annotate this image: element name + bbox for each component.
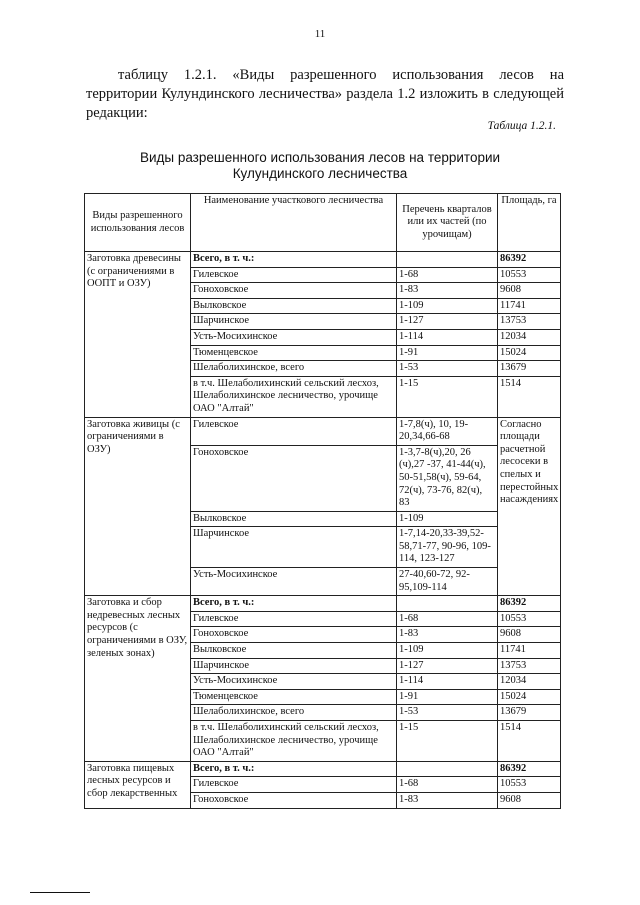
quarters-cell (397, 596, 498, 612)
forestry-name-cell: Шарчинское (191, 658, 397, 674)
group-food-resources (85, 761, 561, 808)
forestry-name-cell: Гилевское (191, 611, 397, 627)
forestry-name-cell: Тюменцевское (191, 689, 397, 705)
group-resin (85, 417, 561, 596)
quarters-cell: 1-127 (397, 314, 498, 330)
quarters-cell: 1-83 (397, 283, 498, 299)
area-cell: 86392 (498, 596, 561, 612)
area-cell: 86392 (498, 761, 561, 777)
forestry-name-cell: Всего, в т. ч.: (191, 252, 397, 268)
forestry-name-cell: Всего, в т. ч.: (191, 596, 397, 612)
forestry-name-cell: Гоноховское (191, 283, 397, 299)
header-quarters: Перечень кварталов или их частей (по урочищам) (397, 194, 498, 252)
area-cell: 13753 (498, 314, 561, 330)
area-cell: 9608 (498, 627, 561, 643)
table-title-line-1: Виды разрешенного использования лесов на территории (139, 150, 501, 165)
quarters-cell: 1-53 (397, 361, 498, 377)
quarters-cell (397, 761, 498, 777)
quarters-cell: 1-127 (397, 658, 498, 674)
area-cell: 15024 (498, 689, 561, 705)
forestry-name-cell: в т.ч. Шелаболихинский сельский лесхоз, Шелаболихинское лесничество, урочище ОАО "Алтай" (191, 376, 397, 417)
quarters-cell (397, 252, 498, 268)
forestry-name-cell: Шелаболихинское, всего (191, 705, 397, 721)
area-cell: 13679 (498, 705, 561, 721)
forestry-name-cell: Усть-Мосихинское (191, 329, 397, 345)
use-type-cell: Заготовка пищевых лесных ресурсов и сбор лекарственных (85, 761, 191, 808)
forestry-name-cell: Усть-Мосихинское (191, 568, 397, 596)
area-cell: 86392 (498, 252, 561, 268)
quarters-cell: 1-109 (397, 298, 498, 314)
page-number: 11 (314, 28, 326, 40)
table-caption: Таблица 1.2.1. (487, 120, 556, 132)
area-cell: 11741 (498, 643, 561, 659)
intro-paragraph: таблицу 1.2.1. «Виды разрешенного использования лесов на территории Кулундинского лесничества» раздела 1.2 изложить в следующей редакции: (86, 67, 564, 121)
area-cell: 12034 (498, 674, 561, 690)
forestry-name-cell: Вылковское (191, 511, 397, 527)
quarters-cell: 1-83 (397, 627, 498, 643)
group-timber (85, 252, 561, 418)
quarters-cell: 1-7,14-20,33-39,52-58,71-77, 90-96, 109-114, 123-127 (397, 527, 498, 568)
area-cell: 10553 (498, 267, 561, 283)
header-area: Площадь, га (498, 194, 561, 252)
forestry-name-cell: Шарчинское (191, 314, 397, 330)
forestry-name-cell: Вылковское (191, 643, 397, 659)
forestry-name-cell: Усть-Мосихинское (191, 674, 397, 690)
table-row (85, 417, 561, 445)
quarters-cell: 27-40,60-72, 92-95,109-114 (397, 568, 498, 596)
table-title-line-2: Кулундинского лесничества (232, 166, 408, 181)
area-cell: 1514 (498, 721, 561, 762)
quarters-cell: 1-114 (397, 674, 498, 690)
area-cell: 10553 (498, 611, 561, 627)
forestry-name-cell: Гилевское (191, 777, 397, 793)
quarters-cell: 1-109 (397, 643, 498, 659)
area-cell: 13679 (498, 361, 561, 377)
forestry-name-cell: Гоноховское (191, 445, 397, 511)
forestry-name-cell: Вылковское (191, 298, 397, 314)
quarters-cell: 1-15 (397, 721, 498, 762)
quarters-cell: 1-114 (397, 329, 498, 345)
forestry-name-cell: Шарчинское (191, 527, 397, 568)
quarters-cell: 1-68 (397, 611, 498, 627)
forestry-name-cell: Гилевское (191, 417, 397, 445)
group-non-timber (85, 596, 561, 762)
forestry-name-cell: Тюменцевское (191, 345, 397, 361)
area-cell: 15024 (498, 345, 561, 361)
quarters-cell: 1-53 (397, 705, 498, 721)
area-cell: 12034 (498, 329, 561, 345)
footer-rule (30, 892, 90, 893)
quarters-cell: 1-7,8(ч), 10, 19-20,34,66-68 (397, 417, 498, 445)
header-forestry: Наименование участкового лесничества (191, 194, 397, 252)
use-type-cell: Заготовка древесины (с ограничениями в ООПТ и ОЗУ) (85, 252, 191, 418)
forestry-name-cell: Всего, в т. ч.: (191, 761, 397, 777)
forestry-name-cell: Шелаболихинское, всего (191, 361, 397, 377)
header-use: Виды разрешенного использования лесов (85, 194, 191, 252)
quarters-cell: 1-91 (397, 345, 498, 361)
area-cell: 9608 (498, 792, 561, 808)
quarters-cell: 1-83 (397, 792, 498, 808)
area-cell: 9608 (498, 283, 561, 299)
area-note-cell: Согласно площади расчетной лесосеки в спелых и перестойных насаждениях (498, 417, 561, 596)
area-cell: 10553 (498, 777, 561, 793)
table-row (85, 596, 561, 612)
forest-use-table (84, 193, 561, 809)
use-type-cell: Заготовка живицы (с ограничениями в ОЗУ) (85, 417, 191, 596)
forestry-name-cell: Гоноховское (191, 792, 397, 808)
forestry-name-cell: в т.ч. Шелаболихинский сельский лесхоз, Шелаболихинское лесничество, урочище ОАО "Алтай" (191, 721, 397, 762)
forestry-name-cell: Гилевское (191, 267, 397, 283)
table-title (0, 150, 640, 182)
quarters-cell: 1-109 (397, 511, 498, 527)
quarters-cell: 1-3,7-8(ч),20, 26 (ч),27 -37, 41-44(ч), 50-51,58(ч), 59-64, 72(ч), 73-76, 82(ч), 83 (397, 445, 498, 511)
quarters-cell: 1-68 (397, 267, 498, 283)
quarters-cell: 1-15 (397, 376, 498, 417)
quarters-cell: 1-91 (397, 689, 498, 705)
use-type-cell: Заготовка и сбор недревесных лесных ресурсов (с ограничениями в ОЗУ, зеленых зонах) (85, 596, 191, 762)
forestry-name-cell: Гоноховское (191, 627, 397, 643)
table-row (85, 252, 561, 268)
area-cell: 13753 (498, 658, 561, 674)
area-cell: 1514 (498, 376, 561, 417)
area-cell: 11741 (498, 298, 561, 314)
quarters-cell: 1-68 (397, 777, 498, 793)
table-row (85, 761, 561, 777)
